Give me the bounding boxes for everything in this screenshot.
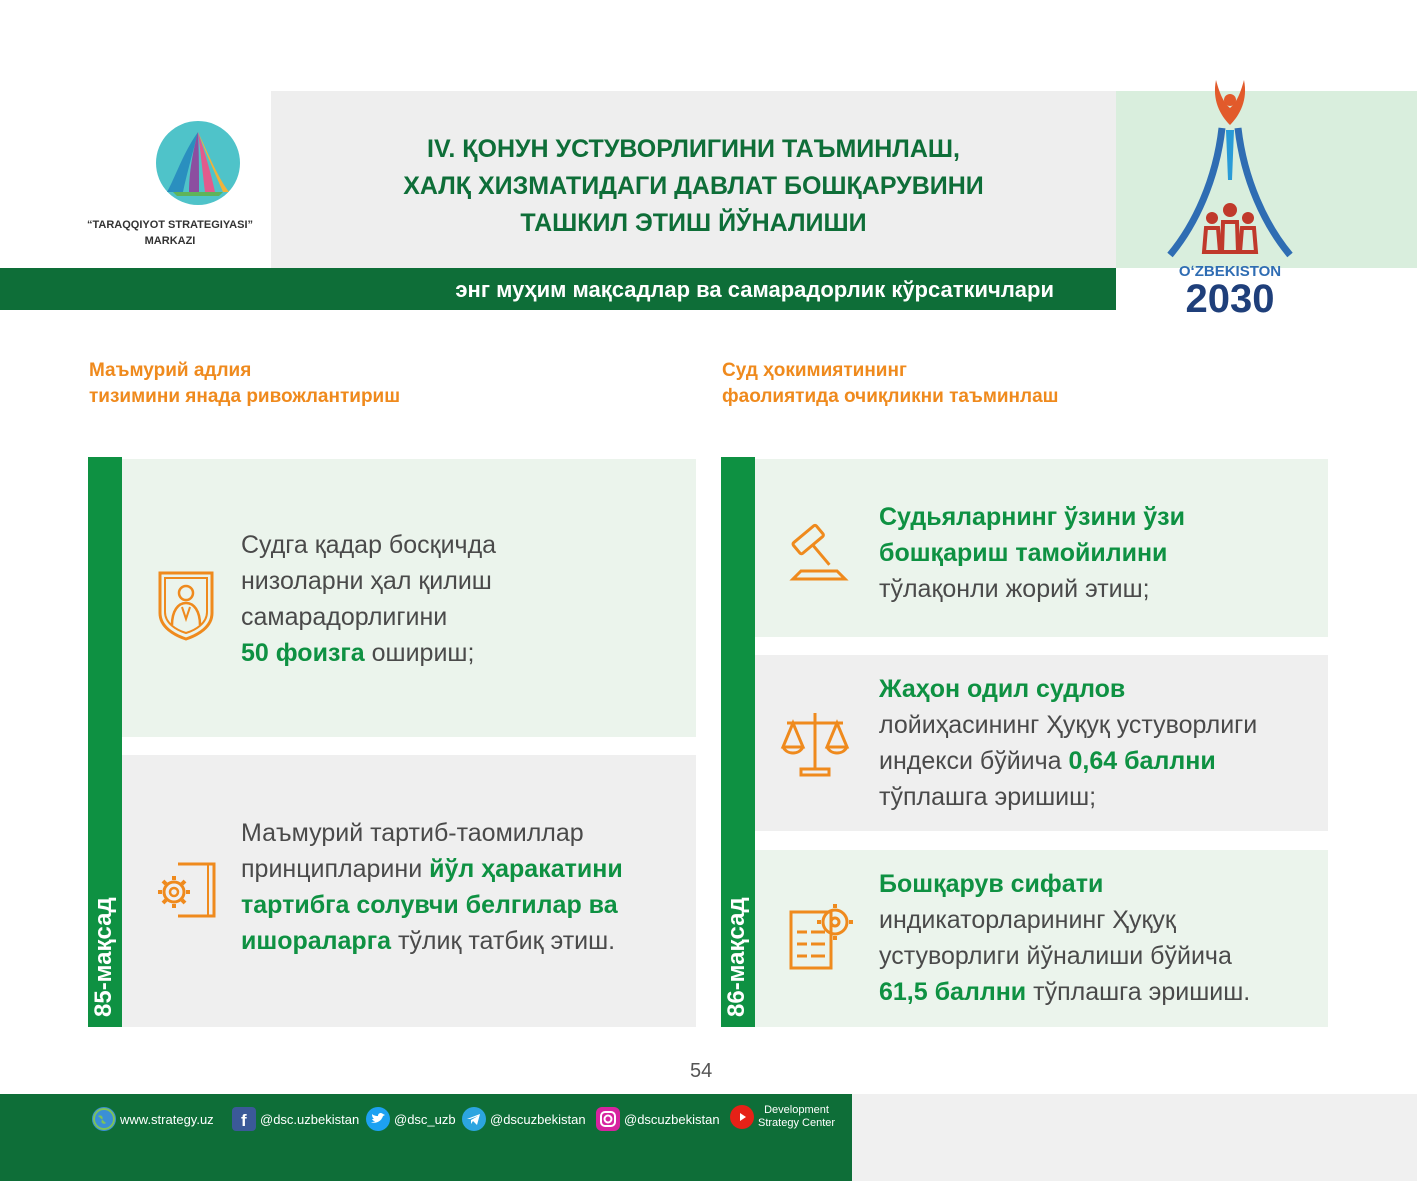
right-heading-line1: Суд ҳокимиятининг [722, 360, 907, 381]
right-card-2-highlight2: 0,64 баллни [1068, 747, 1216, 775]
logo-caption-line1: “TARAQQIYOT STRATEGIYASI” [86, 219, 254, 231]
left-card-1-line3: самарадорлигини [241, 603, 448, 631]
instagram-icon [596, 1107, 620, 1131]
page-title [271, 131, 1116, 242]
right-card-3-line2: индикаторларининг Ҳуқуқ [879, 906, 1176, 934]
scales-icon [779, 707, 851, 779]
right-card-2-line3: индекси бўйича [879, 747, 1069, 775]
gear-checklist-icon [785, 902, 855, 974]
right-section-heading [722, 358, 1059, 410]
footer-link-youtube[interactable] [730, 1104, 835, 1130]
left-card-1-line2: низоларни ҳал қилиш [241, 567, 492, 595]
subtitle-bar [0, 268, 1116, 310]
goal-85-label: 85-мақсад [90, 897, 117, 1017]
right-card-2-highlight1: Жаҳон одил судлов [879, 675, 1126, 703]
telegram-icon [462, 1107, 486, 1131]
svg-text:f: f [241, 1111, 247, 1130]
left-card-2-highlight3: ишораларга [241, 927, 392, 955]
strategy-center-logo [70, 118, 270, 268]
right-card-1-text [879, 499, 1324, 607]
logo-word: OʻZBEKISTON [1178, 263, 1282, 280]
website-text: www.strategy.uz [120, 1111, 214, 1127]
right-card-2 [755, 655, 1328, 831]
right-card-3-line3: устуворлиги йўналиши бўйича [879, 942, 1232, 970]
footer-grey-panel [852, 1094, 1417, 1181]
logo-caption-line2: MARKAZI [144, 235, 196, 247]
left-card-2-line2: принципларини [241, 855, 430, 883]
title-line3: ТАШКИЛ ЭТИШ ЙЎНАЛИШИ [520, 209, 867, 237]
twitter-text: @dsc_uzb [394, 1111, 456, 1127]
right-card-3-tail: тўплашга эришиш. [1026, 978, 1251, 1006]
strategy-center-emblem-icon [153, 118, 243, 208]
right-card-1-highlight2: бошқариш тамойилини [879, 539, 1168, 567]
left-card-1 [122, 459, 696, 737]
right-card-2-line2: лойиҳасининг Ҳуқуқ устуворлиги [879, 711, 1258, 739]
right-card-3-highlight2: 61,5 баллни [879, 978, 1027, 1006]
left-card-2-highlight1: йўл ҳаракатини [429, 855, 623, 883]
left-card-2-highlight2: тартибга солувчи белгилар ва [241, 891, 618, 919]
twitter-icon [366, 1107, 390, 1131]
telegram-text: @dscuzbekistan [490, 1111, 586, 1127]
left-card-2-tail: тўлиқ татбиқ этиш. [391, 927, 616, 955]
globe-icon [92, 1107, 116, 1131]
youtube-text-line2: Strategy Center [758, 1117, 836, 1129]
left-card-2-text [241, 815, 701, 959]
right-card-3-highlight1: Бошқарув сифати [879, 870, 1104, 898]
title-panel [271, 91, 1116, 268]
gavel-icon [785, 519, 851, 583]
youtube-icon [730, 1105, 754, 1129]
left-section-heading [89, 358, 400, 410]
footer-link-telegram[interactable] [462, 1107, 586, 1131]
footer-link-instagram[interactable] [596, 1107, 720, 1131]
left-card-1-line1: Судга қадар босқичда [241, 531, 497, 559]
left-card-1-tail: ошириш; [364, 639, 475, 667]
youtube-text [758, 1104, 835, 1130]
right-card-1-highlight1: Судьяларнинг ўзини ўзи [879, 503, 1185, 531]
instagram-text: @dscuzbekistan [624, 1111, 720, 1127]
uzbekistan-2030-emblem-icon [1150, 70, 1310, 320]
logo-year: 2030 [1185, 277, 1275, 320]
right-card-2-line4: тўплашга эришиш; [879, 783, 1097, 811]
right-card-1 [755, 459, 1328, 637]
footer-link-facebook[interactable] [232, 1107, 359, 1131]
footer-link-twitter[interactable] [366, 1107, 456, 1131]
left-heading-line1: Маъмурий адлия [89, 360, 252, 381]
right-card-1-line3: тўлақонли жорий этиш; [879, 575, 1150, 603]
subtitle-text: энг муҳим мақсадлар ва самарадорлик кўрсаткичлари [455, 277, 1054, 302]
goal-85-bar [88, 457, 122, 1027]
facebook-text: @dsc.uzbekistan [260, 1111, 360, 1127]
left-card-2 [122, 755, 696, 1027]
lawyer-shield-icon [156, 569, 216, 641]
title-line2: ХАЛҚ ХИЗМАТИДАГИ ДАВЛАТ БОШҚАРУВИНИ [403, 172, 984, 200]
right-card-2-text [879, 671, 1324, 815]
goal-86-label: 86-мақсад [723, 897, 750, 1017]
facebook-icon [232, 1107, 256, 1131]
uzbekistan-2030-logo [1150, 70, 1310, 320]
footer-link-website[interactable] [92, 1107, 214, 1131]
left-card-1-text [241, 527, 691, 671]
right-card-3 [755, 850, 1328, 1027]
left-card-2-line1: Маъмурий тартиб-таомиллар [241, 819, 584, 847]
goal-86-bar [721, 457, 755, 1027]
right-card-3-text [879, 866, 1324, 1010]
title-line1: IV. ҚОНУН УСТУВОРЛИГИНИ ТАЪМИНЛАШ, [427, 135, 960, 163]
page-number: 54 [690, 1060, 713, 1082]
right-heading-line2: фаолиятида очиқликни таъминлаш [722, 386, 1059, 407]
youtube-text-line1: Development [764, 1104, 829, 1116]
gear-document-icon [152, 858, 220, 922]
left-card-1-highlight: 50 фоизга [241, 639, 365, 667]
left-heading-line2: тизимини янада ривожлантириш [89, 386, 401, 407]
